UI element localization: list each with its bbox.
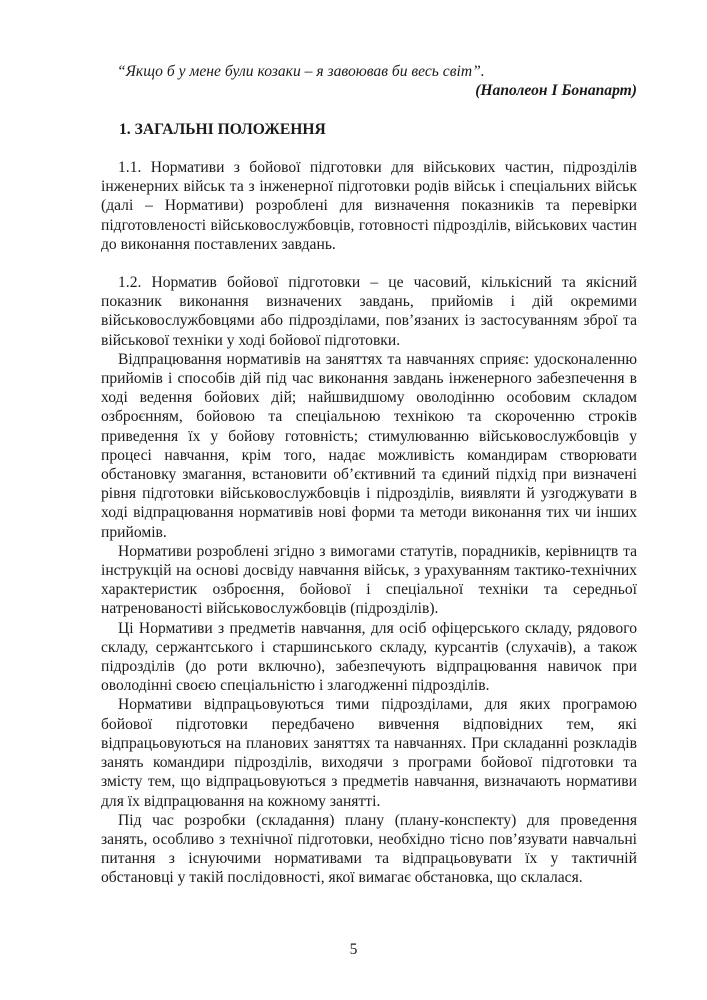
epigraph-author: (Наполеон I Бонапарт) [475, 82, 637, 99]
paragraph-normative-basis: Нормативи розроблені згідно з вимогами статутів, порадників, керівництв та інструкцій на основі досвіду навчання військ, з урахуванням тактико-технічних характеристик озброєння, бойової і спеціальної техніки та середньої натренованості військовослужбовців (підрозділів). [101, 542, 637, 618]
paragraph-1-1: 1.1. Нормативи з бойової підготовки для військових частин, підрозділів інженерних військ та з інженерної підготовки родів військ і спеціальних військ (далі – Нормативи) розроблені для визначення показників та перевірки підготовленості військовослужбовців, готовності підрозділів, військових частин до виконання поставлених завдань. [101, 159, 637, 253]
epigraph-quote: “Якщо б у мене були козаки – я завоював би весь світ”. [117, 63, 485, 80]
paragraph-practice-planning: Нормативи відпрацьовуються тими підрозділами, для яких програмою бойової підготовки передбачено вивчення відповідних тем, які відпрацьовуються на планових заняттях та навчаннях. При складанні розкладів занять командири підрозділів, виходячи з програми бойової підготовки та змісту тем, що відпрацьовуються з предметів навчання, визначають нормативи для їх відпрацювання на кожному занятті. [101, 696, 637, 810]
section-heading: 1. ЗАГАЛЬНІ ПОЛОЖЕННЯ [119, 121, 326, 138]
section-body [101, 158, 637, 888]
paragraph-lesson-plan: Під час розробки (складання) плану (плану-конспекту) для проведення занять, особливо з технічної підготовки, необхідно тісно пов’язувати навчальні питання з існуючими нормативами та відпрацьовувати їх у тактичній обстановці у такій послідовності, якої вимагає обстановка, що склалася. [101, 811, 637, 887]
paragraph-subjects-scope: Ці Нормативи з предметів навчання, для осіб офіцерського складу, рядового складу, сержантського і старшинського складу, курсантів (слухачів), а також підрозділів (до роти включно), забезпечують відпрацювання навичок при оволодінні своєю спеціальністю і злагодженні підрозділів. [101, 619, 637, 695]
paragraph-practice-benefits: Відпрацювання нормативів на заняттях та навчаннях сприяє: удосконаленню прийомів і способів дій під час виконання завдань інженерного забезпечення в ході ведення бойових дій; найшвидшому оволодінню особовим складом озброєнням, бойовою та спеціальною технікою та скороченню строків приведення їх у бойову готовність; стимулюванню військовослужбовців у процесі навчання, крім того, надає можливість командирам створювати обстановку змагання, встановити об’єктивний та єдиний підхід при визначені рівня підготовки військовослужбовців і підрозділів, виявляти й узгоджувати в ході відпрацювання нормативів нові форми та методи виконання тих чи інших прийомів. [101, 350, 637, 541]
paragraph-1-2: 1.2. Норматив бойової підготовки – це часовий, кількісний та якісний показник виконання визначених завдань, прийомів і дій окремими військовослужбовцями або підрозділами, пов’язаних із застосуванням зброї та військової техніки у ході бойової підготовки. [101, 274, 637, 349]
page-number: 5 [349, 941, 358, 958]
